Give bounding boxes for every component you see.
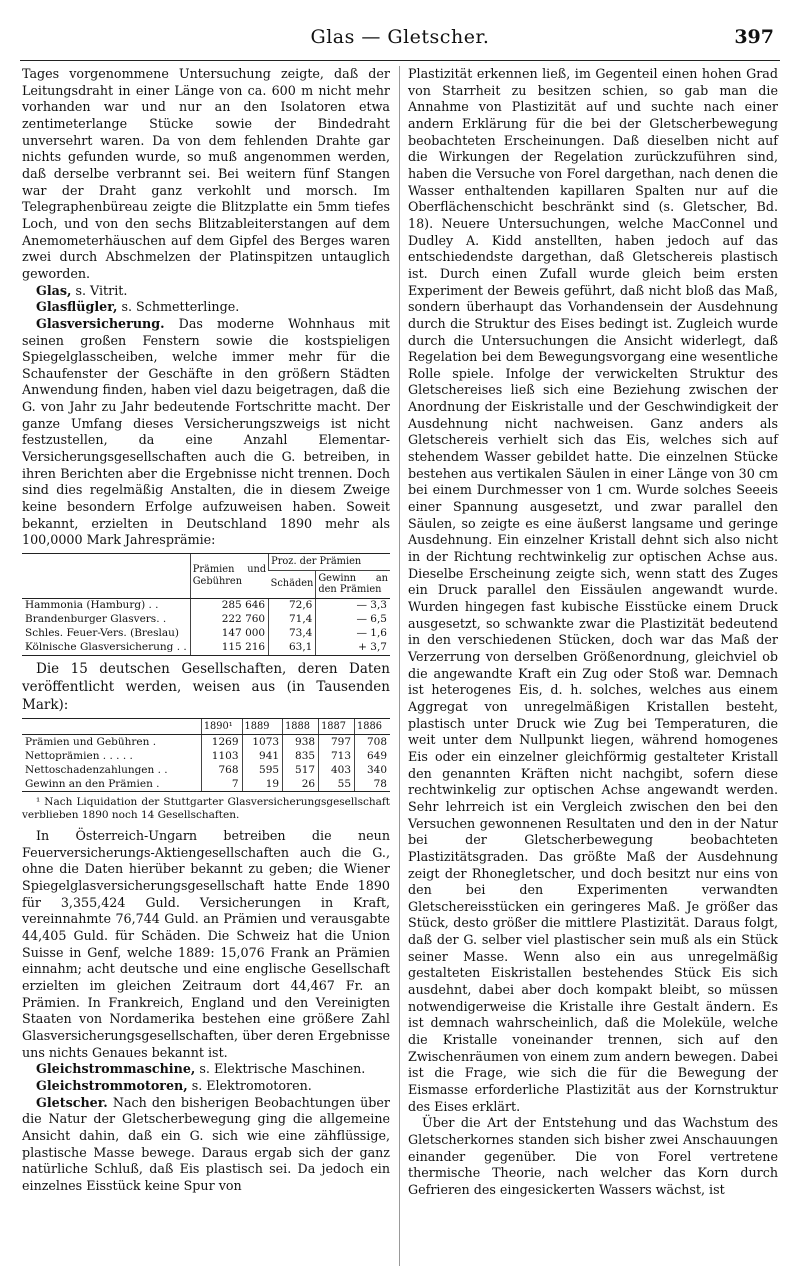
table-cell: — 1,6: [316, 627, 390, 641]
left-column: [22, 66, 390, 1194]
term-glasversicherung: Glasversicherung.: [36, 315, 165, 331]
term-gleichstrommaschine: Gleichstrommaschine,: [36, 1061, 196, 1077]
table-cell: — 3,3: [316, 598, 390, 613]
header-rule: [20, 60, 780, 61]
table-cell: 1269: [201, 735, 242, 750]
table1-header-name: [22, 554, 190, 599]
table-cell: 115 216: [190, 641, 268, 656]
column-divider: [399, 66, 400, 1266]
table-cell: 73,4: [269, 627, 316, 641]
table-cell: + 3,7: [316, 641, 390, 656]
premium-table: [22, 553, 390, 656]
table-cell: 7: [201, 777, 242, 792]
table1-group-header: Proz. der Prämien: [269, 554, 390, 571]
table-cell: 1103: [201, 749, 242, 763]
paragraph-plasticity: Plastizität erkennen ließ, im Gegenteil einen hohen Grad von Starrheit zu besitzen schien, so gab man die Annahme von Plastizität auf und suchte nach einer andern Erklärung für die bei der Gletscherbewegung beobachteten Erscheinungen. Daß dieselben nicht auf die Wirkungen der Regelation zurückzuführen sind, haben die Versuche von Forel dargethan, nach denen die Wasser enthaltenden kapillaren Spalten nur auf die Oberflächenschicht beschränkt sind (s. Gletscher, Bd. 18). Neuere Untersuchungen, welche MacConnel und Dudley A. Kidd anstellten, haben jedoch auf das entschiedendste dargethan, daß Gletschereis plastisch ist. Durch einen Zufall wurde gleich beim ersten Experiment der Beweis geführt, daß nicht bloß das Maß, sondern überhaupt das Vorhandensein der Ausdehnung durch die Struktur des Eises bedingt ist. Zugleich wurde durch die Untersuchungen die Ansicht widerlegt, daß Regelation bei dem Bewegungsvorgang eine wesentliche Rolle spiele. Infolge der verwickelten Struktur des Gletschereises ließ sich eine Beziehung zwischen der Anordnung der Eiskristalle und der Geschwindigkeit der Ausdehnung nicht nachweisen. Ganz anders als Gletschereis verhielt sich das Eis, welches sich auf stehendem Wasser gebildet hatte. Die einzelnen Stücke bestehen aus vertikalen Säulen in einer Länge von 30 cm bei einem Durchmesser von 1 cm. Wurde solches Seeeis einer Spannung ausgesetzt, und zwar parallel den Säulen, so zeigte es eine äußerst langsame und geringe Ausdehnung. Ein einzelner Kristall dehnt sich also nicht in der Richtung rechtwinkelig zur optischen Achse aus. Dieselbe Erscheinung zeigte sich, wenn statt des Zuges ein Druck parallel den Eissäulen angewandt wurde. Wurden hingegen fast kubische Eisstücke einem Druck ausgesetzt, so schwankte zwar die Plastizität bedeutend in den verschiedenen Stücken, doch war das Maß der Verzerrung von derselben Größenordnung, gleichviel ob die angewandte Kraft ein Zug oder Stoß war. Demnach ist heterogenes Eis, d. h. solches, welches aus einem Aggregat von unregelmäßigen Kristallen besteht, plastisch unter Druck wie Zug bei Temperaturen, die weit unter dem Nullpunkt liegen, während homogenes Eis oder ein einzelner gleichförmig gestalteter Kristall den genannten Kräften nicht nachgibt, sofern diese rechtwinkelig zur optischen Achse angewandt werden. Sehr lehrreich ist ein Vergleich zwischen den bei den Versuchen gewonnenen Resultaten und den in der Natur bei der Gletscherbewegung beobachteten Plastizitätsgraden. Das größte Maß der Ausdehnung zeigt der Rhonegletscher, und doch besitzt nur eins von den bei den Experimenten verwandten Gletschereisstücken ein geringeres Maß. Je größer das Stück, desto größer die mittlere Plastizität. Daraus folgt, daß der G. selber viel plastischer sein muß als ein Stück seiner Masse. Wenn also ein aus unregelmäßig gestalteten Eiskristallen bestehendes Stück Eis sich ausdehnt, dabei aber doch kompakt bleibt, so müssen notwendigerweise die Kristalle ihre Gestalt ändern. Es ist demnach wahrscheinlich, daß die Moleküle, welche die Kristalle voneinander trennen, sich auf den Zwischenräumen von einem zum andern bewegen. Dabei ist die Frage, wie sich die für die Bewegung der Eismasse erforderliche Plastizität aus der Kornstruktur des Eises erklärt.: [408, 66, 778, 1114]
footnote: ¹ Nach Liquidation der Stuttgarter Glasversicherungsgesellschaft verblieben 1890 noch 14 Gesellschaften.: [22, 796, 390, 822]
table-cell: Gewinn an den Prämien .: [22, 777, 201, 792]
table-cell: 222 760: [190, 613, 268, 627]
table-cell: 941: [242, 749, 283, 763]
ref-gleichstrommotoren: s. Elektromotoren.: [187, 1077, 312, 1093]
ref-gleichstrommaschine: s. Elektrische Maschinen.: [195, 1061, 366, 1077]
table-row: [22, 641, 390, 656]
table-row: [22, 749, 390, 763]
table-cell: 19: [242, 777, 283, 792]
table-cell: 708: [355, 735, 390, 750]
text-glasversicherung: Das moderne Wohnhaus mit seinen großen Fenstern sowie die kostspieligen Spiegelglasscheiben, welche immer mehr für die Schaufenster der Geschäfte in den größern Städten Anwendung finden, haben viel dazu beigetragen, daß die G. von Jahr zu Jahr bedeutende Fortschritte macht. Der ganze Umfang dieses Versicherungszweigs ist nicht festzustellen, da eine Anzahl Elementar-Versicherungsgesellschaften auch die G. betreiben, in ihren Berichten aber die Ergebnisse nicht trennen. Doch sind dies regelmäßig Anstalten, die in diesem Zweige keine besondern Erfolge aufzuweisen haben. Soweit bekannt, erzielten in Deutschland 1890 mehr als 100,0000 Mark Jahresprämie:: [22, 315, 390, 548]
table-row: [22, 627, 390, 641]
table-cell: Brandenburger Glasvers. .: [25, 613, 167, 626]
table-cell: 26: [283, 777, 319, 792]
table-cell: 1073: [242, 735, 283, 750]
page-header: [20, 22, 780, 56]
totals-table: [22, 718, 390, 793]
table-cell: 78: [355, 777, 390, 792]
entry-glasversicherung: [22, 316, 390, 549]
term-gletscher: Gletscher.: [36, 1094, 108, 1110]
term-glasfluegler: Glasflügler,: [36, 299, 118, 315]
table-cell: 835: [283, 749, 319, 763]
table-cell: 63,1: [269, 641, 316, 656]
running-title: Glas — Gletscher.: [310, 26, 490, 48]
table1-header-gain: Gewinn an den Prämien: [316, 570, 390, 598]
table2-header-1889: 1889: [242, 718, 283, 735]
table-cell: 649: [355, 749, 390, 763]
right-column: [408, 66, 778, 1199]
paragraph-growth: Über die Art der Entstehung und das Wachstum des Gletscherkornes standen sich bisher zwei Anschauungen einander gegenüber. Die von Forel vertretene thermische Theorie, nach welcher das Korn durch Gefrieren des eingesickerten Wassers wächst, ist: [408, 1115, 778, 1197]
entry-glasfluegler: [22, 299, 390, 316]
ref-glasfluegler: s. Schmetterlinge.: [117, 299, 240, 315]
table2-header-1886: 1886: [355, 718, 390, 735]
table-cell: 55: [319, 777, 355, 792]
term-gleichstrommotoren: Gleichstrommotoren,: [36, 1077, 188, 1093]
table-row: [22, 763, 390, 777]
page-number: 397: [734, 26, 774, 48]
entry-glas: [22, 283, 390, 300]
table2-header-1890: 1890¹: [201, 718, 242, 735]
table-cell: 340: [355, 763, 390, 777]
paragraph-telegraph: Tages vorgenommene Untersuchung zeigte, daß der Leitungsdraht in einer Länge von ca. 600 m nicht mehr vorhanden war und nur an den Isolatoren etwa zentimeterlange Stücke sowie der Bindedraht unversehrt waren. Da von dem fehlenden Drahte gar nichts gefunden wurde, so muß angenommen werden, daß derselbe verbrannt sei. Bei weitern fünf Stangen war der Draht ganz verkohlt und morsch. Im Telegraphenbüreau zeigte die Blitzplatte ein 5mm tiefes Loch, und von den sechs Blitzableiterstangen auf dem Anemometerhäuschen auf dem Gipfel des Berges waren zwei durch Abschmelzen der Platinspitzen untauglich geworden.: [22, 66, 390, 281]
table-cell: 797: [319, 735, 355, 750]
table2-header-1887: 1887: [319, 718, 355, 735]
table-cell: 713: [319, 749, 355, 763]
entry-gleichstrommotoren: [22, 1078, 390, 1095]
paragraph-austria: In Österreich-Ungarn betreiben die neun Feuerversicherungs-Aktiengesellschaften auch die G., ohne die Daten hierüber bekannt zu geben; die Wiener Spiegelglasversicherungsgesellschaft hatte Ende 1890 für 3,355,424 Guld. Versicherungen in Kraft, vereinnahmte 76,744 Guld. an Prämien und verausgabte 44,405 Guld. für Schäden. Die Schweiz hat die Union Suisse in Genf, welche 1889: 15,076 Frank an Prämien einnahm; acht deutsche und eine englische Gesellschaft erzielten im gleichen Zeitraum dort 44,467 Fr. an Prämien. In Frankreich, England und den Vereinigten Staaten von Nordamerika bestehen eine größere Zahl Glasversicherungsgesellschaften, über deren Ergebnisse uns nichts Genaues bekannt ist.: [22, 828, 390, 1060]
table2-header-1888: 1888: [283, 718, 319, 735]
text-gletscher: Nach den bisherigen Beobachtungen über die Natur der Gletscherbewegung ging die allgemeine Ansicht dahin, daß ein G. sich wie eine zähflüssige, plastische Masse bewege. Daraus ergab sich der ganz natürliche Schluß, daß Eis plastisch sei. Da jedoch ein einzelnes Eisstück keine Spur von: [22, 1094, 390, 1193]
term-glas: Glas,: [36, 282, 72, 298]
table-cell: 595: [242, 763, 283, 777]
table-cell: 71,4: [269, 613, 316, 627]
ref-glas: s. Vitrit.: [71, 282, 128, 298]
table2-header-blank: [22, 718, 201, 735]
table-cell: Nettoschadenzahlungen . .: [25, 763, 168, 776]
entry-gleichstrommaschine: [22, 1061, 390, 1078]
table-cell: — 6,5: [316, 613, 390, 627]
table-cell: 517: [283, 763, 319, 777]
table-cell: 147 000: [190, 627, 268, 641]
table-cell: Schles. Feuer-Vers. (Breslau): [25, 627, 180, 640]
table2-intro: Die 15 deutschen Gesellschaften, deren Daten veröffentlicht werden, weisen aus (in Tausenden Mark):: [22, 660, 390, 713]
table-row: [22, 777, 390, 792]
table-cell: 938: [283, 735, 319, 750]
table-row: [22, 735, 390, 750]
table-cell: Kölnische Glasversicherung . .: [22, 641, 190, 656]
table-cell: 72,6: [269, 598, 316, 613]
table1-header-premiums: Prämien und Gebühren: [190, 554, 268, 599]
table-cell: Nettoprämien . . . . .: [25, 749, 133, 762]
table-cell: Prämien und Gebühren .: [25, 735, 157, 748]
table1-header-damages: Schäden: [269, 570, 316, 598]
table-cell: 285 646: [190, 598, 268, 613]
table-cell: 403: [319, 763, 355, 777]
table-cell: 768: [201, 763, 242, 777]
entry-gletscher: [22, 1095, 390, 1195]
table-row: [22, 613, 390, 627]
table-row: [22, 598, 390, 613]
table-cell: Hammonia (Hamburg) . .: [25, 599, 159, 612]
